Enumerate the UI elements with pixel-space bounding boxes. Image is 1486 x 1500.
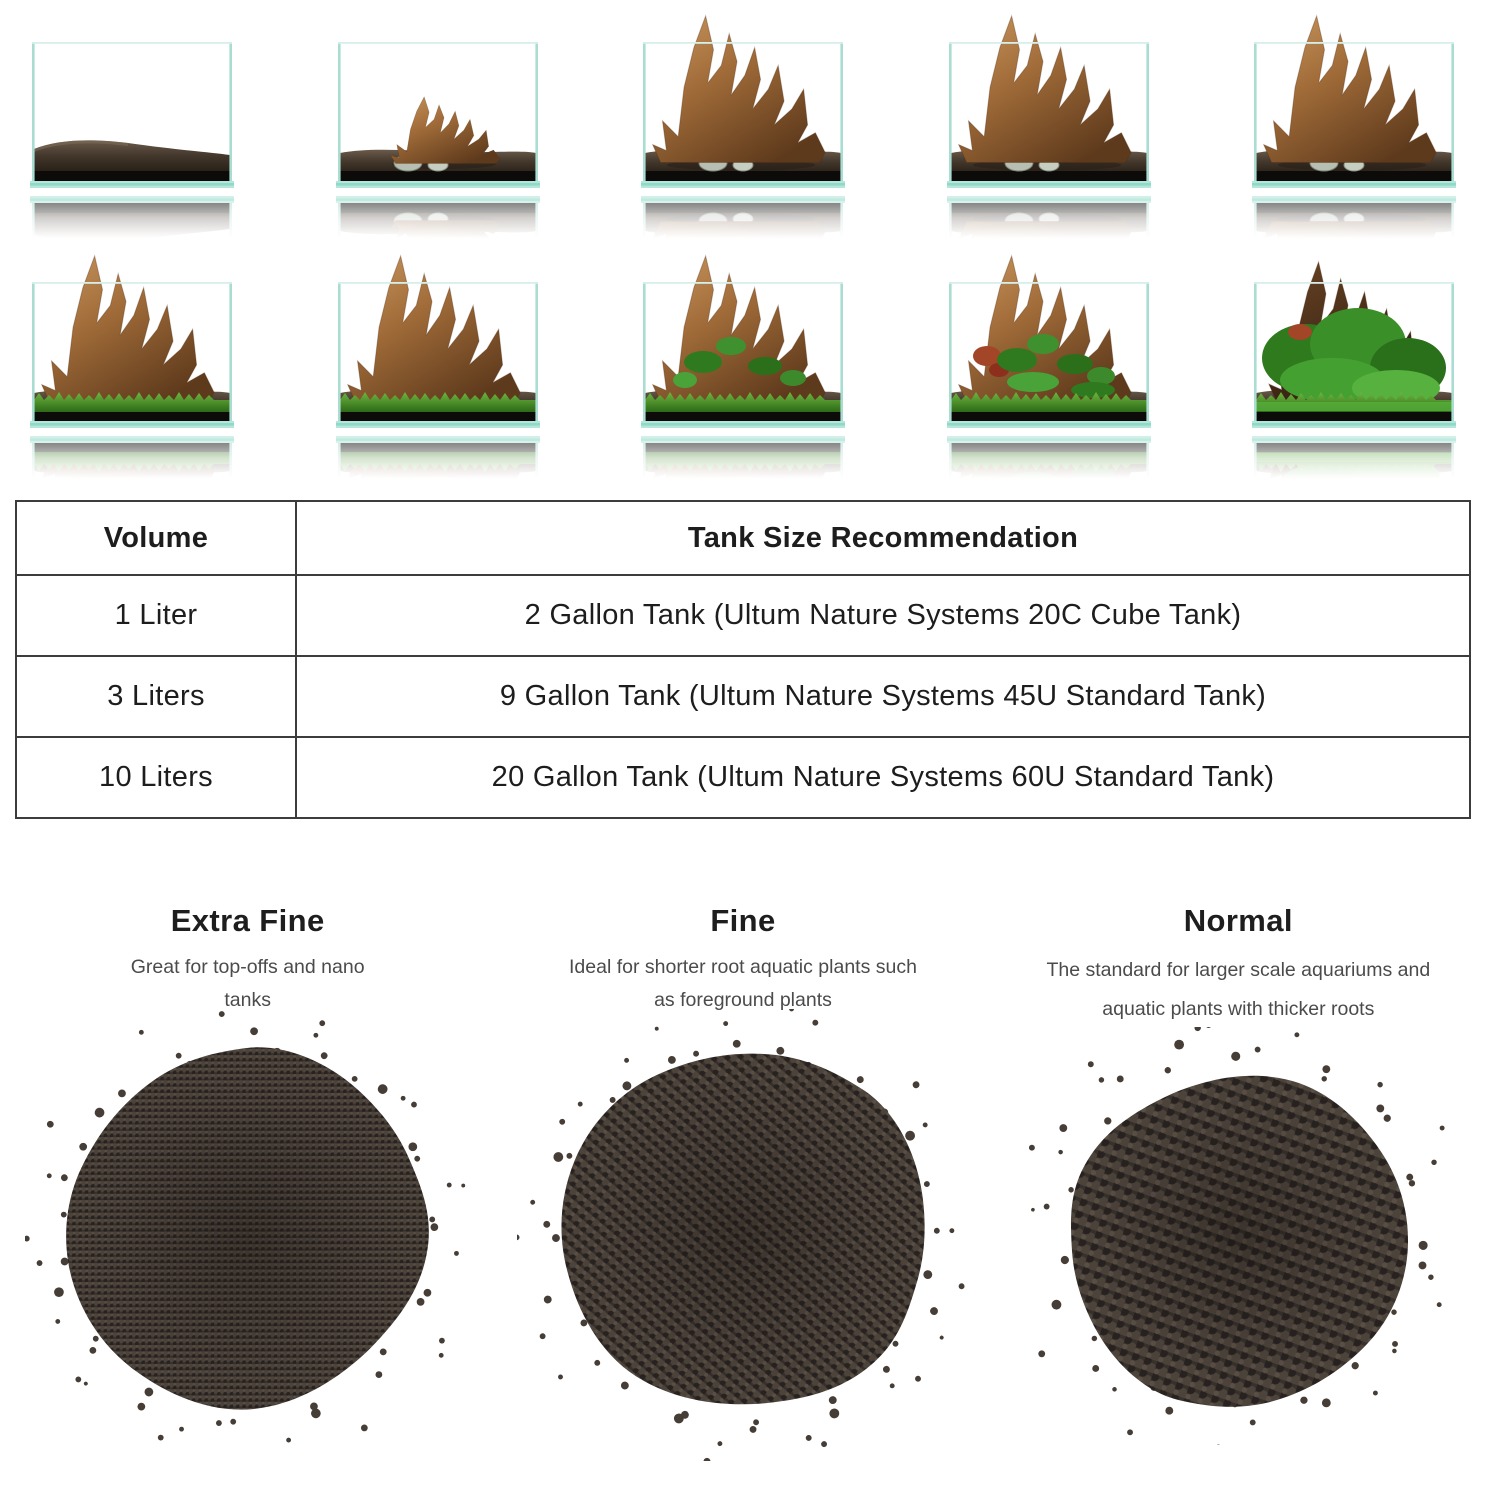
reflection-fade xyxy=(26,432,238,482)
tank-reflection xyxy=(1248,192,1460,242)
tank-reflection xyxy=(332,192,544,242)
grain-title: Fine xyxy=(710,903,776,938)
grain-title: Normal xyxy=(1183,903,1293,938)
substrate-pile-normal-image xyxy=(1029,1027,1447,1445)
tank-substrate-only-image xyxy=(26,12,238,192)
tank-large-driftwood-image xyxy=(637,12,849,192)
grain-description: Ideal for shorter root aquatic plants such as foreground plants xyxy=(569,956,917,1012)
reflection-fade xyxy=(943,192,1155,242)
tank-photo-5 xyxy=(1248,12,1460,242)
reflection-fade xyxy=(332,432,544,482)
reflection-fade xyxy=(26,192,238,242)
grain-size-section xyxy=(0,903,1486,1461)
reflection-fade xyxy=(1248,432,1460,482)
tank-reflection xyxy=(943,432,1155,482)
tank-reflection xyxy=(637,192,849,242)
tank-large-driftwood-image xyxy=(943,12,1155,192)
tank-reflection xyxy=(332,432,544,482)
tank-reflection xyxy=(1248,432,1460,482)
tank-reflection xyxy=(26,432,238,482)
tank-photo-8 xyxy=(637,252,849,482)
grain-description: The standard for larger scale aquariums and aquatic plants with thicker roots xyxy=(1046,959,1431,1020)
tank-partially-planted-image xyxy=(637,252,849,432)
table-row xyxy=(17,736,1469,817)
volume-cell: 3 Liters xyxy=(107,680,205,712)
table-header-volume: Volume xyxy=(103,521,209,554)
volume-cell: 10 Liters xyxy=(99,761,213,793)
tank-photo-3 xyxy=(637,12,849,242)
tank-size-cell: 2 Gallon Tank (Ultum Nature Systems 20C Cube Tank) xyxy=(295,576,1469,655)
tank-photo-2 xyxy=(332,12,544,242)
grain-option-fine xyxy=(495,903,990,1461)
tank-small-driftwood-image xyxy=(332,12,544,192)
tank-planted-red-accents-image xyxy=(943,252,1155,432)
tank-photo-1 xyxy=(26,12,238,242)
volume-cell: 1 Liter xyxy=(114,599,198,631)
table-row xyxy=(17,655,1469,736)
tank-photo-6 xyxy=(26,252,238,482)
reflection-fade xyxy=(943,432,1155,482)
tank-grass-carpet-image xyxy=(332,252,544,432)
tank-large-driftwood-image xyxy=(1248,12,1460,192)
tank-photo-4 xyxy=(943,12,1155,242)
tank-grass-carpet-image xyxy=(26,252,238,432)
table-header-row xyxy=(17,502,1469,574)
tank-reflection xyxy=(26,192,238,242)
tank-reflection xyxy=(943,192,1155,242)
grain-option-normal xyxy=(991,903,1486,1461)
tank-photo-9 xyxy=(943,252,1155,482)
tank-photo-7 xyxy=(332,252,544,482)
tank-size-cell: 20 Gallon Tank (Ultum Nature Systems 60U Standard Tank) xyxy=(295,738,1469,817)
aquascape-progression-gallery xyxy=(0,0,1486,482)
volume-table xyxy=(15,500,1471,819)
grain-title: Extra Fine xyxy=(170,903,325,938)
table-header-tank-size: Tank Size Recommendation xyxy=(295,502,1469,574)
reflection-fade xyxy=(637,432,849,482)
tank-size-cell: 9 Gallon Tank (Ultum Nature Systems 45U Standard Tank) xyxy=(295,657,1469,736)
reflection-fade xyxy=(1248,192,1460,242)
substrate-pile-fine-image xyxy=(517,1009,969,1461)
tank-fully-aquascaped-image xyxy=(1248,252,1460,432)
table-row xyxy=(17,574,1469,655)
reflection-fade xyxy=(637,192,849,242)
grain-description: Great for top-offs and nano tanks xyxy=(130,956,365,1012)
substrate-pile-extra-fine-image xyxy=(25,1011,471,1457)
tank-photo-10 xyxy=(1248,252,1460,482)
grain-option-extra-fine xyxy=(0,903,495,1461)
tank-reflection xyxy=(637,432,849,482)
reflection-fade xyxy=(332,192,544,242)
